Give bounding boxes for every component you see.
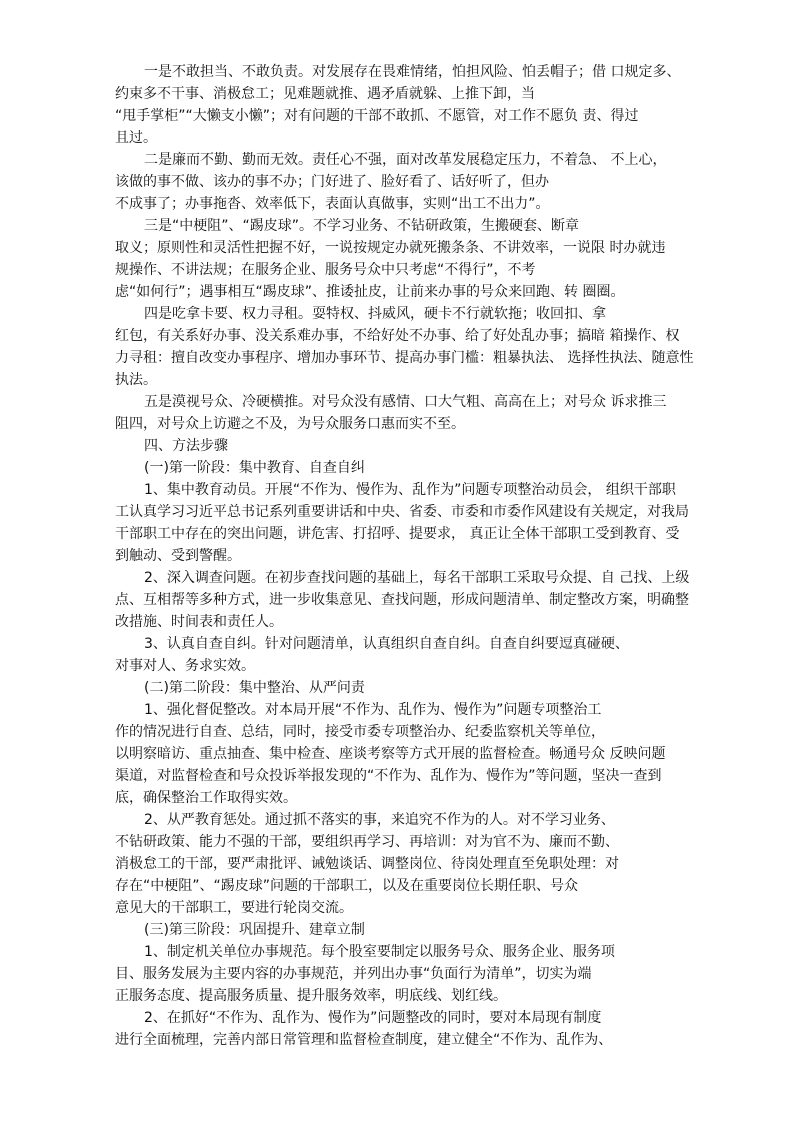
stage-heading: (三)第三阶段：巩固提升、建章立制 bbox=[144, 922, 365, 938]
text-line: 一是不敢担当、不敢负责。对发展存在畏难情绪，怕担风险、怕丢帽子；借 口规定多、 bbox=[144, 64, 681, 80]
text-line: 1、集中教育动员。开展“不作为、慢作为、乱作为”问题专项整治动员会， 组织干部职 bbox=[144, 482, 676, 498]
text-line: 该做的事不做、该办的事不办；门好进了、脸好看了、话好听了，但办 bbox=[115, 174, 549, 190]
text-line: 进行全面梳理，完善内部日常管理和监督检查制度，建立健全“不作为、乱作为、 bbox=[115, 1032, 613, 1048]
text-line: 1、强化督促整改。对本局开展“不作为、乱作为、慢作为”问题专项整治工 bbox=[144, 702, 602, 718]
text-line: 不钻研政策、能力不强的干部，要组织再学习、再培训：对为官不为、廉而不勤、 bbox=[115, 834, 619, 850]
text-line: 作的情况进行自查、总结，同时，接受市委专项整治办、纪委监察机关等单位， bbox=[115, 724, 605, 740]
text-line: 底，确保整治工作取得实效。 bbox=[115, 790, 297, 806]
text-line: 且过。 bbox=[115, 130, 157, 146]
text-line: 渠道，对监督检查和号众投诉举报发现的“不作为、乱作为、慢作为”等问题，坚决一查到 bbox=[115, 768, 662, 784]
text-line: 2、深入调查问题。在初步查找问题的基础上，每名干部职工采取号众提、自 己找、上级 bbox=[144, 570, 690, 586]
text-line: 1、制定机关单位办事规范。每个股室要制定以服务号众、服务企业、服务项 bbox=[144, 944, 615, 960]
text-line: 存在“中梗阻”、“踢皮球”问题的干部职工，以及在重要岗位长期任职、号众 bbox=[115, 878, 579, 894]
text-line: 取义；原则性和灵活性把握不好，一说按规定办就死搬条条、不讲效率，一说限 时办就违 bbox=[115, 240, 666, 256]
text-line: 意见大的干部职工，要进行轮岗交流。 bbox=[115, 900, 353, 916]
text-line: 执法。 bbox=[115, 372, 157, 388]
text-line: 力寻租：擅自改变办事程序、增加办事环节、提高办事门槛：粗暴执法、 选择性执法、随意性 bbox=[115, 350, 694, 366]
section-heading: 四、方法步骤 bbox=[144, 438, 228, 454]
text-line: 以明察暗访、重点抽查、集中检查、座谈考察等方式开展的监督检查。畅通号众 反映问题 bbox=[115, 746, 666, 762]
stage-heading: (二)第二阶段：集中整治、从严问责 bbox=[144, 680, 365, 696]
text-line: 工认真学习习近平总书记系列重要讲话和中央、省委、市委和市委作风建设有关规定，对我局 bbox=[115, 504, 689, 520]
text-line: 消极怠工的干部，要严肃批评、诫勉谈话、调整岗位、待岗处理直至免职处理：对 bbox=[115, 856, 619, 872]
text-line: 2、在抓好“不作为、乱作为、慢作为”问题整改的同时，要对本局现有制度 bbox=[144, 1010, 602, 1026]
text-line: 对事对人、务求实效。 bbox=[115, 658, 255, 674]
text-line: 目、服务发展为主要内容的办事规范，并列出办事“负面行为清单”，切实为端 bbox=[115, 966, 592, 982]
text-line: 2、从严教育惩处。通过抓不落实的事，来追究不作为的人。对不学习业务、 bbox=[144, 812, 615, 828]
stage-heading: (一)第一阶段：集中教育、自查自纠 bbox=[144, 460, 365, 476]
text-line: 不成事了；办事拖沓、效率低下，表面认真做事，实则“出工不出力”。 bbox=[115, 196, 550, 212]
text-line: 三是“中梗阻”、“踢皮球”。不学习业务、不钻研政策，生搬硬套、断章 bbox=[144, 218, 580, 234]
text-line: 约束多不干事、消极怠工；见难题就推、遇矛盾就躲、上推下卸，当 bbox=[115, 86, 535, 102]
text-line: 干部职工中存在的突出问题，讲危害、打招呼、提要求， 真正让全体干部职工受到教育、受 bbox=[115, 526, 680, 542]
text-line: 虑“如何行”；遇事相互“踢皮球”、推诿扯皮，让前来办事的号众来回跑、转 圈圈。 bbox=[115, 284, 625, 300]
text-line: 红包，有关系好办事、没关系难办事，不给好处不办事、给了好处乱办事；搞暗 箱操作、权 bbox=[115, 328, 680, 344]
text-line: “甩手掌柜”“大懒支小懒”；对有问题的干部不敢抓、不愿管，对工作不愿负 责、得过 bbox=[115, 108, 639, 124]
text-line: 正服务态度、提高服务质量、提升服务效率，明底线、划红线。 bbox=[115, 988, 507, 1004]
text-line: 阻四，对号众上访避之不及，为号众服务口惠而实不至。 bbox=[115, 416, 465, 432]
text-line: 3、认真自查自纠。针对问题清单，认真组织自查自纠。自查自纠要逗真碰硬、 bbox=[144, 636, 629, 652]
text-line: 改措施、时间表和责任人。 bbox=[115, 614, 283, 630]
text-line: 五是漠视号众、冷硬横推。对号众没有感情、口大气粗、高高在上；对号众 诉求推三 bbox=[144, 394, 667, 410]
text-line: 二是廉而不勤、勤而无效。责任心不强，面对改革发展稳定压力，不着急、 不上心， bbox=[144, 152, 667, 168]
text-line: 规操作、不讲法规；在服务企业、服务号众中只考虑“不得行”，不考 bbox=[115, 262, 536, 278]
text-line: 四是吃拿卡要、权力寻租。耍特权、抖威风，硬卡不行就软拖；收回扣、拿 bbox=[144, 306, 606, 322]
text-line: 点、互相帮等多种方式，进一步收集意见、查找问题，形成问题清单、制定整改方案，明确整 bbox=[115, 592, 689, 608]
text-line: 到触动、受到警醒。 bbox=[115, 548, 241, 564]
